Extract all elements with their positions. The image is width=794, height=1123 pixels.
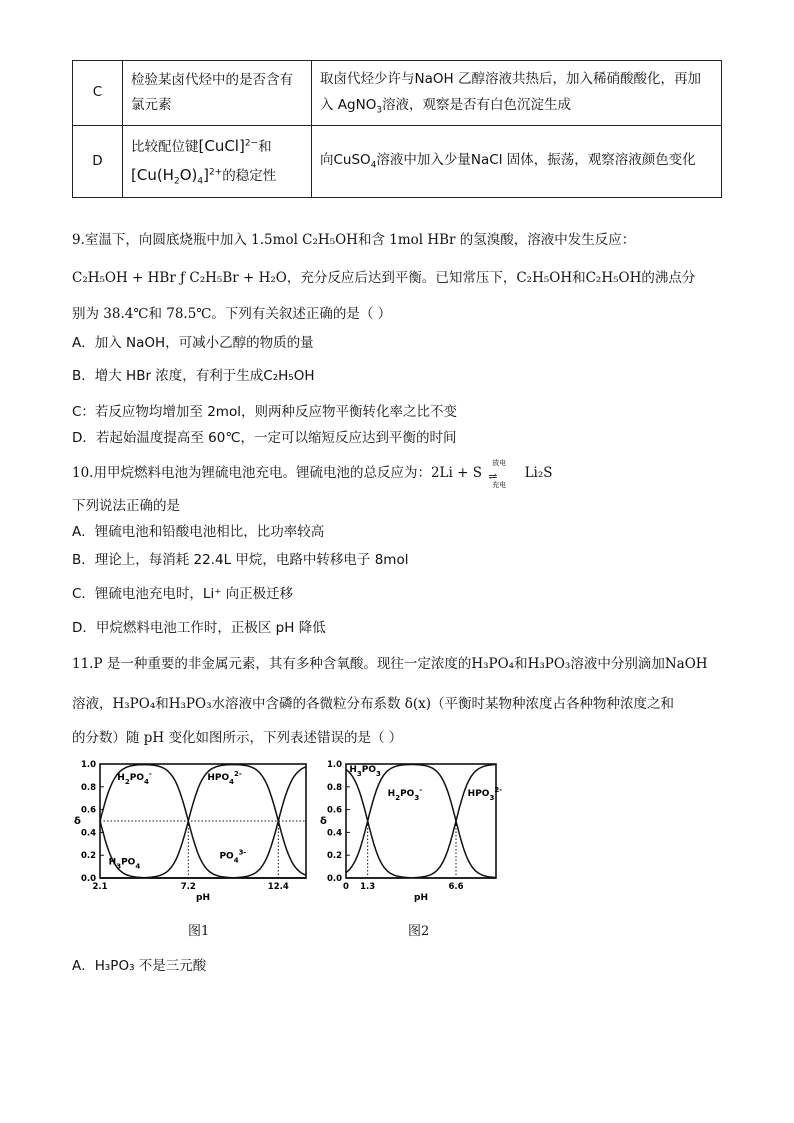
y-tick-label: 0.6 bbox=[80, 805, 96, 816]
y-tick-label: 0.2 bbox=[80, 851, 96, 862]
q11-stem-line: 的分数）随 pH 变化如图所示，下列表述错误的是（ ） bbox=[72, 730, 403, 746]
y-tick-label: 0.8 bbox=[326, 782, 342, 793]
series-label: $PO_4^{3-}$ bbox=[219, 848, 247, 865]
x-tick-label: 12.4 bbox=[267, 882, 289, 892]
method-line bbox=[320, 93, 713, 120]
subscript: 4 bbox=[197, 176, 204, 187]
purpose-cell bbox=[123, 61, 312, 126]
q11-stem-line: 溶液，H₃PO₄和H₃PO₃水溶液中含磷的各微粒分布系数 δ(x)（平衡时某物种浓度占各种物种浓度之和 bbox=[72, 696, 675, 712]
text: 10.用甲烷燃料电池为锂硫电池充电。锂硫电池的总反应为：2Li + S bbox=[72, 465, 482, 481]
q9-option-c: C：若反应物均增加至 2mol，则两种反应物平衡转化率之比不变 bbox=[72, 404, 457, 420]
y-tick-label: 1.0 bbox=[326, 760, 342, 770]
subscript: 3 bbox=[376, 105, 383, 116]
arrow-top-label: 放电 bbox=[492, 458, 507, 467]
x-tick-label: 1.3 bbox=[360, 882, 376, 892]
superscript: 2− bbox=[244, 138, 259, 149]
x-tick-label: 0 bbox=[343, 882, 349, 892]
formula: [CuCl] bbox=[198, 137, 245, 156]
method-line bbox=[320, 148, 713, 175]
text: 比较配位键 bbox=[131, 139, 199, 156]
y-tick-label: 0.8 bbox=[80, 782, 96, 793]
series-label: $H_2PO_4^-$ bbox=[117, 769, 152, 786]
q9-stem-line: 9.室温下，向圆底烧瓶中加入 1.5mol C₂H₅OH和含 1mol HBr 的氢溴酸，溶液中发生反应： bbox=[72, 232, 636, 248]
text: 溶液中加入少量NaCl 固体，振荡，观察溶液颜色变化 bbox=[376, 152, 696, 169]
q9-stem-line: C₂H₅OH + HBr ƒ C₂H₅Br + H₂O，充分反应后达到平衡。已知常压下，C₂H₅OH和C₂H₅OH的沸点分 bbox=[72, 270, 696, 286]
q10-option-b: B．理论上，每消耗 22.4L 甲烷，电路中转移电子 8mol bbox=[72, 552, 409, 568]
purpose-line: 氯元素 bbox=[131, 97, 172, 114]
table-row bbox=[73, 61, 722, 126]
reversible-arrow bbox=[486, 458, 520, 489]
method-cell bbox=[312, 126, 722, 197]
purpose-cell bbox=[123, 126, 312, 197]
subscript: 4 bbox=[370, 160, 377, 171]
text: Li₂S bbox=[524, 465, 553, 481]
q10-option-d: D．甲烷燃料电池工作时，正极区 pH 降低 bbox=[72, 620, 326, 636]
y-tick-label: 1.0 bbox=[80, 760, 96, 770]
row-label: C bbox=[73, 61, 123, 126]
subscript: 2 bbox=[173, 176, 180, 187]
text: 向CuSO bbox=[320, 152, 371, 169]
y-tick-label: 0.0 bbox=[80, 874, 96, 884]
equilibrium-arrow-icon: ⇌ bbox=[488, 469, 498, 483]
series-label: $HPO_4^{2-}$ bbox=[207, 769, 242, 786]
figure-2-caption: 图2 bbox=[408, 924, 430, 939]
x-tick-label: 6.6 bbox=[448, 882, 464, 892]
y-axis-label: δ bbox=[74, 816, 81, 827]
series-label: $H_3PO_4$ bbox=[108, 857, 141, 871]
y-tick-label: 0.2 bbox=[326, 851, 342, 862]
plot-frame bbox=[346, 764, 496, 878]
purpose-line bbox=[131, 161, 303, 191]
q10-option-c: C．锂硫电池充电时，Li⁺ 向正极迁移 bbox=[72, 586, 294, 602]
y-tick-label: 0.0 bbox=[326, 874, 342, 884]
y-axis-label: δ bbox=[320, 816, 327, 827]
table-row bbox=[73, 126, 722, 197]
q11-option-a: A．H₃PO₃ 不是三元酸 bbox=[72, 958, 207, 974]
text: 入 AgNO bbox=[320, 96, 377, 113]
purpose-line bbox=[131, 132, 303, 161]
series-label: $H_2PO_3^-$ bbox=[387, 785, 423, 802]
q9-option-b: B．增大 HBr 浓度，有利于生成C₂H₅OH bbox=[72, 368, 315, 384]
formula: [Cu(H bbox=[131, 166, 174, 185]
series-label: $H_3PO_3$ bbox=[349, 764, 381, 778]
purpose-line: 检验某卤代烃中的是否含有 bbox=[131, 71, 293, 88]
text: 的稳定性 bbox=[222, 168, 277, 185]
formula: ] bbox=[203, 166, 209, 185]
figure-1-chart bbox=[72, 756, 312, 902]
figure-2-chart bbox=[318, 756, 508, 902]
method-cell bbox=[312, 61, 722, 126]
x-axis-label: pH bbox=[414, 893, 428, 902]
q9-stem-line: 别为 38.4℃和 78.5℃。下列有关叙述正确的是（ ） bbox=[72, 306, 392, 322]
method-line: 取卤代烃少许与NaOH 乙醇溶液共热后，加入稀硝酸酸化，再加 bbox=[320, 71, 701, 87]
q9-option-a: A．加入 NaOH，可减小乙醇的物质的量 bbox=[72, 335, 314, 351]
series-label: $HPO_3^{2-}$ bbox=[467, 785, 503, 802]
text: 和 bbox=[258, 139, 272, 156]
superscript: 2+ bbox=[208, 167, 223, 178]
x-tick-label: 2.1 bbox=[92, 882, 108, 892]
q10-stem-line: 下列说法正确的是 bbox=[72, 498, 180, 514]
q10-option-a: A．锂硫电池和铅酸电池相比，比功率较高 bbox=[72, 524, 325, 540]
y-tick-label: 0.4 bbox=[80, 828, 96, 839]
q10-stem-line bbox=[72, 458, 553, 489]
formula: O) bbox=[179, 166, 198, 185]
q11-stem-line: 11.P 是一种重要的非金属元素，其有多种含氧酸。现往一定浓度的H₃PO₄和H₃PO₃溶液中分别滴加NaOH bbox=[72, 656, 708, 672]
y-tick-label: 0.4 bbox=[326, 828, 342, 839]
q9-option-d: D．若起始温度提高至 60℃，一定可以缩短反应达到平衡的时间 bbox=[72, 430, 457, 446]
figure-1-caption: 图1 bbox=[188, 924, 210, 939]
arrow-bottom-label: 充电 bbox=[492, 480, 507, 489]
text: 溶液，观察是否有白色沉淀生成 bbox=[382, 96, 572, 113]
experiment-table bbox=[72, 60, 722, 198]
row-label: D bbox=[73, 126, 123, 197]
x-tick-label: 7.2 bbox=[180, 882, 196, 892]
y-tick-label: 0.6 bbox=[326, 805, 342, 816]
x-axis-label: pH bbox=[196, 893, 210, 902]
